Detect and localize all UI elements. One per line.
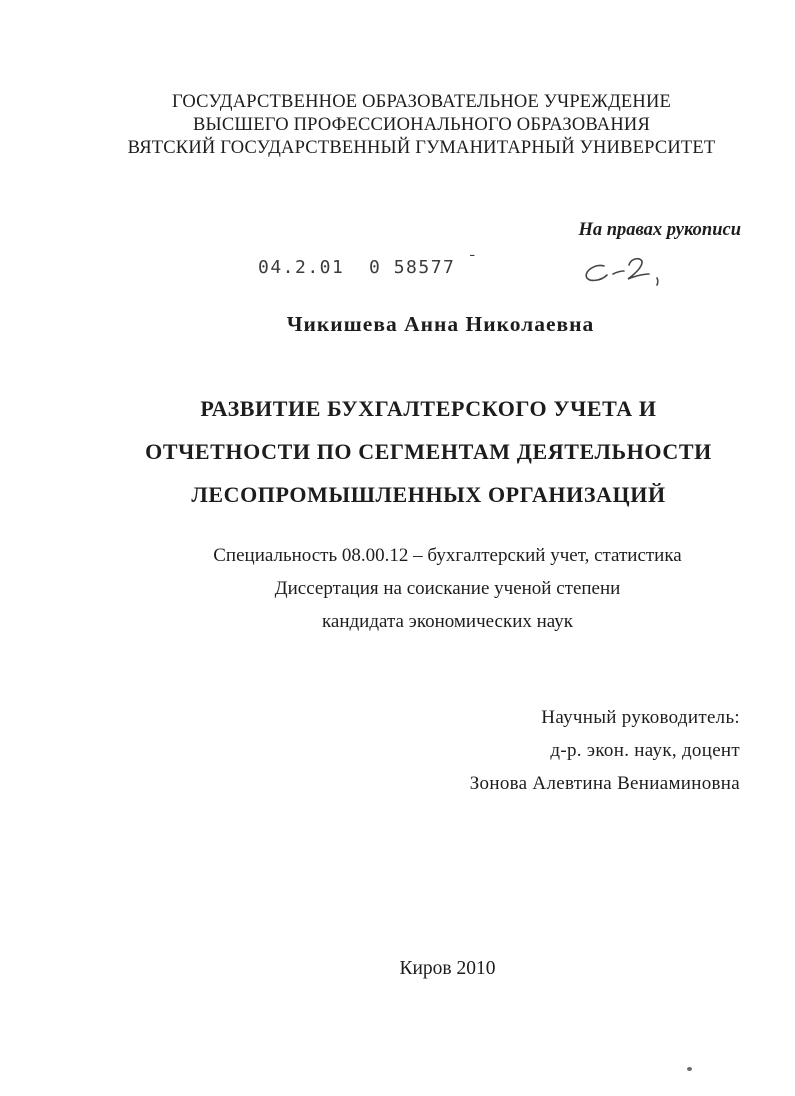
speciality-line: Специальность 08.00.12 – бухгалтерский учет, статистика [213, 545, 682, 566]
university-header-line-1: ГОСУДАРСТВЕННОЕ ОБРАЗОВАТЕЛЬНОЕ УЧРЕЖДЕНИЕ [171, 92, 672, 112]
title-line-2: ОТЧЕТНОСТИ ПО СЕГМЕНТАМ ДЕЯТЕЛЬНОСТИ [145, 439, 712, 464]
supervisor-block [470, 701, 740, 800]
supervisor-degree: д-р. экон. наук, доцент [550, 740, 740, 761]
title-line-1: РАЗВИТИЕ БУХГАЛТЕРСКОГО УЧЕТА И [200, 396, 657, 421]
university-header [24, 91, 795, 160]
stamp-dash: ¯ [467, 252, 477, 270]
stamp-digits: 04.2.01 0 58577 [258, 257, 456, 278]
scan-speck [687, 1067, 692, 1071]
author-name: Чикишева Анна Николаевна [286, 312, 595, 336]
manuscript-rights-note: На правах рукописи [578, 220, 741, 240]
city-year-imprint: Киров 2010 [399, 958, 496, 979]
degree-line: кандидата экономических наук [321, 611, 574, 632]
handwritten-signature-icon [576, 250, 671, 295]
dissertation-purpose-line: Диссертация на соискание ученой степени [274, 578, 621, 599]
supervisor-name: Зонова Алевтина Вениаминовна [469, 773, 740, 794]
speciality-block [50, 539, 795, 638]
title-line-3: ЛЕСОПРОМЫШЛЕННЫХ ОРГАНИЗАЦИЙ [191, 482, 666, 507]
dissertation-title [31, 387, 795, 516]
university-header-line-2: ВЫСШЕГО ПРОФЕССИОНАЛЬНОГО ОБРАЗОВАНИЯ [192, 115, 651, 135]
archive-stamp-number [258, 252, 477, 279]
supervisor-label: Научный руководитель: [541, 707, 740, 728]
university-header-line-3: ВЯТСКИЙ ГОСУДАРСТВЕННЫЙ ГУМАНИТАРНЫЙ УНИВЕРСИТЕТ [127, 138, 716, 158]
